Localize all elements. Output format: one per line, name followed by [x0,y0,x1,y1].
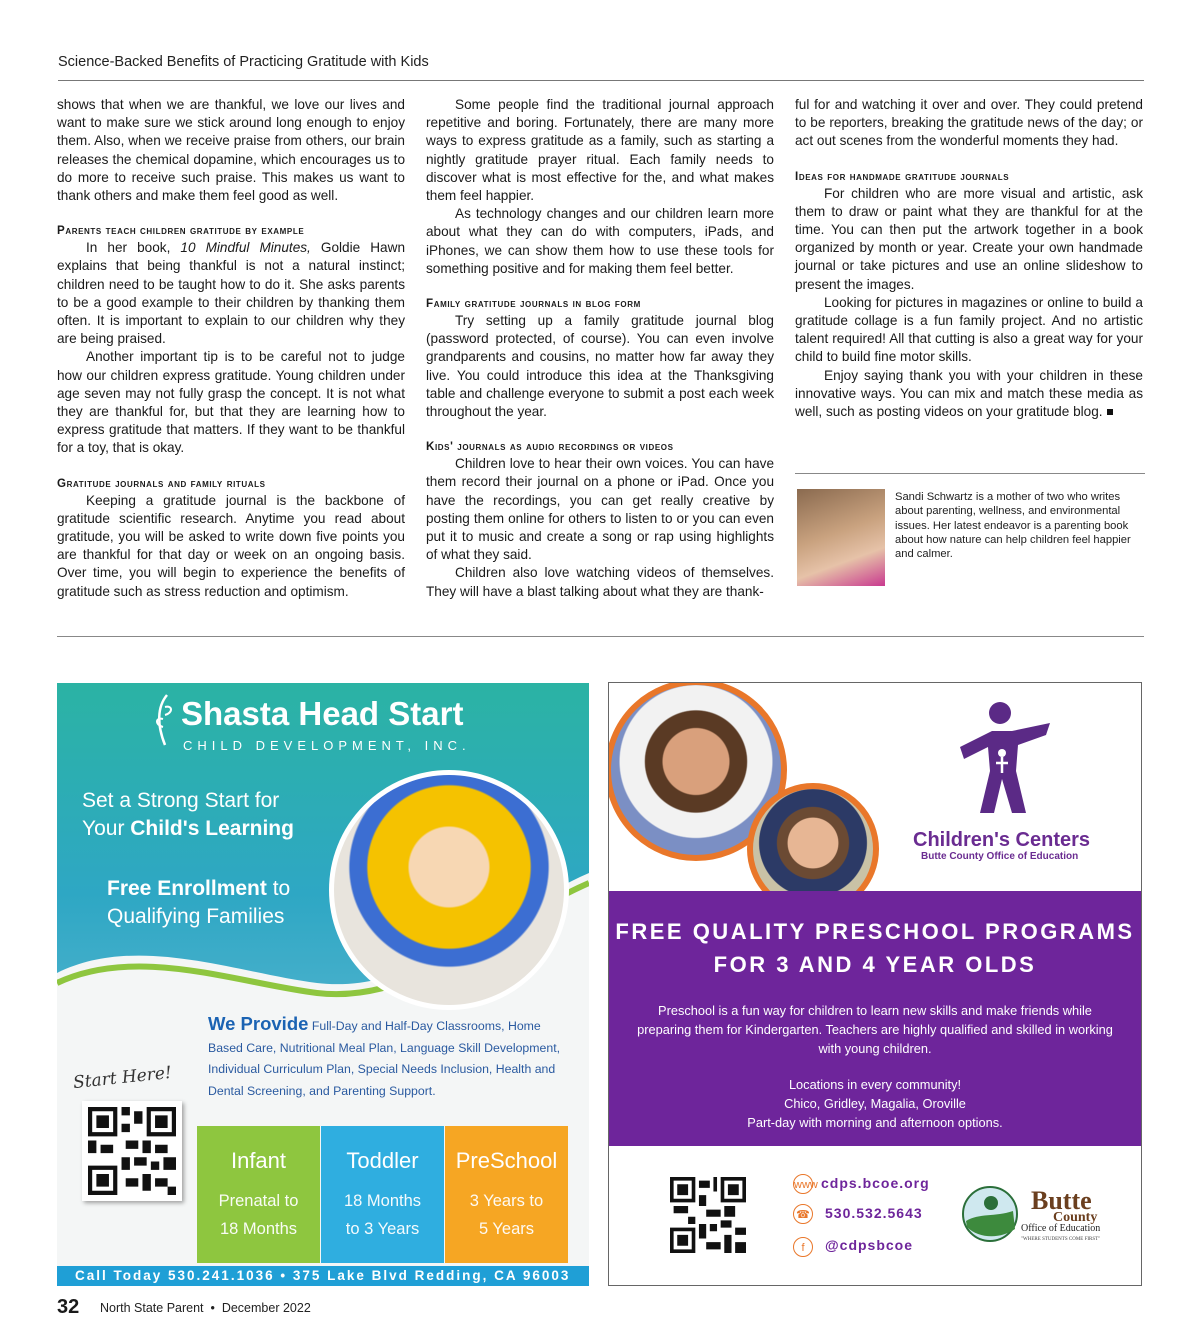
paragraph: In her book, 10 Mindful Minutes, Goldie Hawn explains that being thankful is not a natural instinct; children need to be taught how to do it. She asks parents to be a good example to their children by thanking them often. It is important to explain to our children why they are being praised. [57,240,405,347]
tagline: Set a Strong Start for Your Child's Learning [82,789,294,840]
paragraph: For children who are more visual and artistic, ask them to draw or paint what they are thankful for at the time. You can then put the artwork together in a book organized by month or year. Create your own handmade journal or take pictures and use an online slideshow to present the images. [795,185,1143,292]
article-column-1 [57,96,405,601]
butte-word: Butte [1031,1186,1092,1215]
paragraph: Children love to hear their own voices. You can have them record their journal on a phone or iPad. Once you have the recordings, you can get really creative by posting them online for others to listen to or you can even put it to music and create a song or rap using highlights of what they said. [426,456,774,563]
butte-motto: "WHERE STUDENTS COME FIRST" [1021,1237,1101,1242]
qr-code-icon [88,1107,176,1195]
end-mark-icon [1107,409,1113,415]
facebook-icon: f [793,1237,813,1257]
tile-preschool: PreSchool 3 Years to 5 Years [445,1126,568,1263]
section-rule [57,636,1144,637]
article-column-3 [795,96,1143,421]
website-link[interactable]: cdps.bcoe.org [821,1175,930,1191]
section-heading: Family gratitude journals in blog form [426,297,641,311]
services-list: We Provide Full-Day and Half-Day Classrooms, Home Based Care, Nutritional Meal Plan, Language Skill Development, Individual Curriculum Plan, Special Needs Inclusion, Health and Dental Screening, and Parenting Support. [208,1013,561,1098]
article-column-2 [426,96,774,601]
publication-info: North State Parent • December 2022 [100,1301,311,1315]
leaf-logo-icon [153,693,175,747]
paragraph: Children also love watching videos of themselves. They will have a blast talking about what they are thank- [426,565,774,599]
start-here-label: Start Here! [72,1062,173,1094]
brand-name: Shasta Head Start [181,695,464,732]
shasta-head-start-ad [57,683,589,1286]
qr-code[interactable] [82,1101,182,1201]
tile-toddler: Toddler 18 Months to 3 Years [321,1126,444,1263]
header-rule [58,80,1144,81]
phone-number[interactable]: 530.532.5643 [825,1205,923,1221]
section-heading: Kids' journals as audio recordings or videos [426,440,674,454]
org-subtitle: Butte County Office of Education [921,851,1079,862]
paragraph: As technology changes and our children learn more about what they can do with computers, iPads, and iPhones, we can show them how to use these tools for something positive and for making them feel better. [426,206,774,276]
phone-icon: ☎ [793,1204,813,1224]
childrens-centers-logo-icon [954,701,1054,817]
paragraph: Some people find the traditional journal approach repetitive and boring. Fortunately, there are many more ways to express gratitude as a family, such as starting a nightly gratitude prayer ritual. Each family needs to discover what is most effective for the, and what makes them feel happier. [426,97,774,204]
paragraph: Enjoy saying thank you with your children in these innovative ways. You can mix and match these media as well, such as posting videos on your gratitude blog. [795,367,1143,420]
butte-county-logo [961,1183,1121,1245]
qr-code-icon[interactable] [670,1177,746,1253]
globe-icon: www [793,1174,813,1194]
book-title: 10 Mindful Minutes, [180,240,311,256]
page-number: 32 [57,1296,80,1318]
section-heading: Gratitude journals and family rituals [57,476,266,490]
brand-subtitle: CHILD DEVELOPMENT, INC. [183,738,471,753]
section-heading: Ideas for handmade gratitude journals [795,169,1010,183]
paragraph: ful for and watching it over and over. They could pretend to be reporters, breaking the gratitude news of the day; or act out scenes from the wonderful moments they had. [795,97,1143,149]
contact-footer: Call Today 530.241.1036 • 375 Lake Blvd Redding, CA 96003 [57,1266,589,1286]
paragraph: Looking for pictures in magazines or online to build a gratitude collage is a fun family project. And no artistic talent required! All that cutting is also a great way for your child to build fine motor skills. [795,294,1143,365]
program-band: FREE QUALITY PRESCHOOL PROGRAMS FOR 3 AND 4 YEAR OLDS Preschool is a fun way for children to learn new skills and make friends while preparing them for Kindergarten. Teachers are highly qualified and skilled in working with young children. Locations in every community! Chico, Gridley, Magalia, Oroville Part-day with morning and afternoon options. [609,891,1141,1146]
tile-infant: Infant Prenatal to 18 Months [197,1126,320,1263]
county-word: County [1053,1210,1098,1225]
paragraph: Another important tip is to be careful not to judge how our children express gratitude. Young children under age seven may not fully grasp the concept. It is not what they are thankful for, but that they are learning how to express gratitude that matters. If they want to be thankful for a toy, that is okay. [57,349,405,456]
paragraph: Try setting up a family gratitude journal blog (password protected, of course). You can even involve grandparents and cousins, no matter how far away they live. You could introduce this idea at the Thanksgiving table and challenge everyone to submit a post each week throughout the year. [426,313,774,420]
enrollment-tagline: Free Enrollment to Qualifying Families [107,877,291,928]
author-photo [797,489,885,586]
office-of-education-word: Office of Education [1021,1223,1101,1234]
social-handle[interactable]: @cdpsbcoe [825,1237,914,1253]
running-title: Science-Backed Benefits of Practicing Gratitude with Kids [58,54,429,70]
child-photo [329,770,569,1010]
org-name: Children's Centers [913,829,1091,851]
author-bio: Sandi Schwartz is a mother of two who writes about parenting, wellness, and environmental issues. Her latest endeavor is a parenting book about how nature can help children feel happier and calmer. [895,491,1131,561]
paragraph: shows that when we are thankful, we love our lives and want to make sure we stick around long enough to enjoy them. Also, when we receive praise from others, our brain releases the chemical dopamine, which encourages us to do more to receive such praise. This makes us want to thank others and make them feel good as well. [57,97,405,204]
paragraph: Keeping a gratitude journal is the backbone of gratitude scientific research. Anytime you read about gratitude, you will be asked to write down five points you are thankful for that day or week on an ongoing basis. Over time, you will begin to experience the benefits of gratitude such as stress reduction and optimism. [57,492,405,599]
section-heading: Parents teach children gratitude by example [57,224,305,238]
childrens-centers-ad [608,682,1142,1286]
bio-rule [795,473,1145,474]
